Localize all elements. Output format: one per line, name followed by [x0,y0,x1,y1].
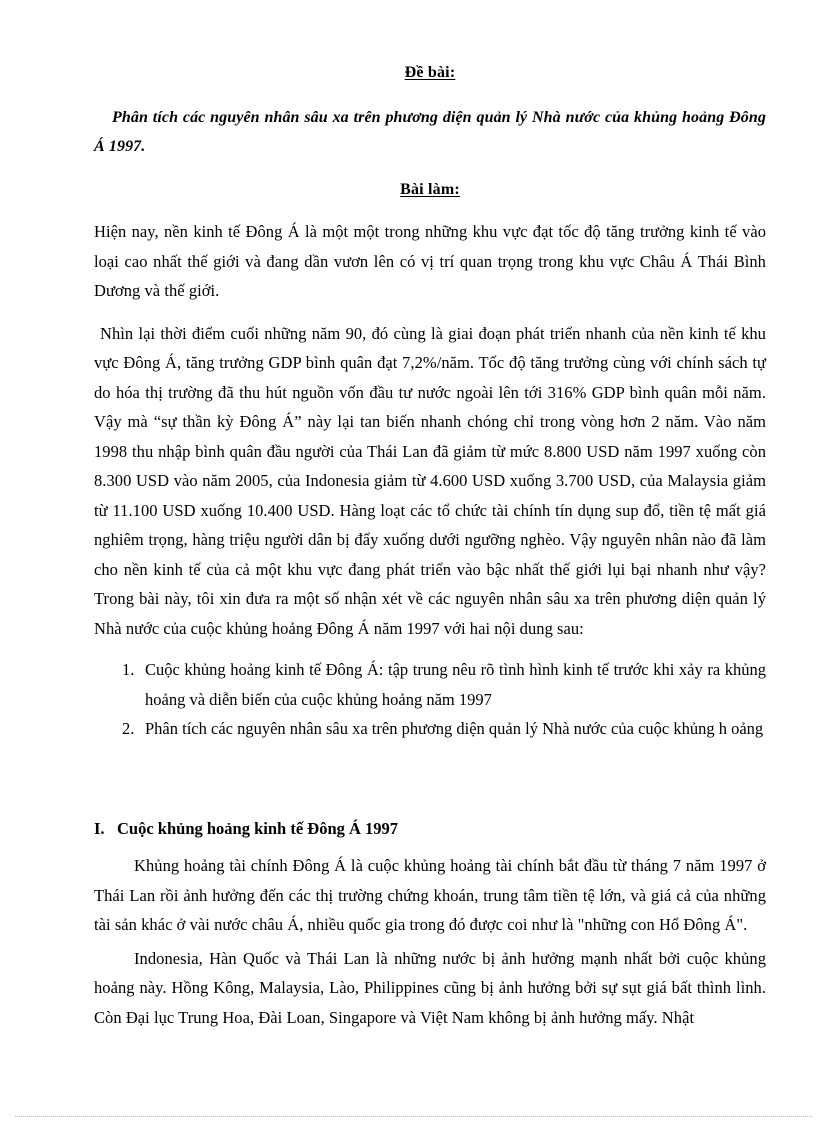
answer-heading-text: Bài làm: [400,181,460,198]
section-paragraph-2: Indonesia, Hàn Quốc và Thái Lan là những nước bị ảnh hưởng mạnh nhất bởi cuộc khủng hoảng này. Hồng Kông, Malaysia, Lào, Philippines cũng bị ảnh hưởng bởi sự sụt giá bất thình lình. Còn Đại lục Trung Hoa, Đài Loan, Singapore và Việt Nam không bị ảnh hưởng mấy. Nhật [94,948,766,1027]
answer-heading [94,175,766,204]
spacer-after-prompt-heading [94,87,766,103]
outline-list [94,655,766,744]
section-title: Cuộc khủng hoảng kinh tế Đông Á 1997 [117,818,399,838]
prompt-text: Phân tích các nguyên nhân sâu xa trên phương diện quản lý Nhà nước của khủng hoảng Đông Á 1997. [94,109,766,155]
section-heading [94,814,766,844]
section-numeral: I. [94,818,105,838]
spacer-before-section [94,744,766,814]
list-item-marker: 2. [122,719,135,738]
spacer-after-section-heading [94,843,766,851]
list-item-text: Cuộc khủng hoảng kinh tế Đông Á: tập trung nêu rõ tình hình kinh tế trước khi xảy ra khủng hoảng và diễn biến của cuộc khủng hoảng năm 1997 [145,660,766,709]
list-item-marker: 1. [122,660,135,679]
list-item [94,655,766,714]
list-item [94,714,766,744]
list-item-text: Phân tích các nguyên nhân sâu xa trên phương diện quản lý Nhà nước của cuộc khủng h oảng [145,719,764,738]
paragraph-intro: Hiện nay, nền kinh tế Đông Á là một một trong những khu vực đạt tốc độ tăng trưởng kinh tế vào loại cao nhất thế giới và đang dần vươn lên có vị trí quan trọng trong khu vực Châu Á Thái Bình Dương và thế giới. [94,222,766,300]
spacer-after-answer-heading [94,204,766,217]
prompt-heading [94,58,766,87]
spacer-before-list [94,643,766,655]
footer-divider [15,1116,812,1118]
top-spacer [94,0,766,58]
spacer-before-answer-heading [94,161,766,175]
prompt-heading-text: Đề bài: [404,64,456,81]
spacer-between-paragraphs [94,306,766,319]
paragraph-background: Nhìn lại thời điểm cuối những năm 90, đó cùng là giai đoạn phát triển nhanh của nền kinh tế khu vực Đông Á, tăng trưởng GDP bình quân đạt 7,2%/năm. Tốc độ tăng trưởng cùng với chính sách tự do hóa thị trường đã thu hút nguồn vốn đầu tư nước ngoài lên tới 316% GDP bình quân mỗi năm. Vậy mà “sự thần kỳ Đông Á” này lại tan biến nhanh chóng chỉ trong vòng hơn 2 năm. Vào năm 1998 thu nhập bình quân đầu người của Thái Lan đã giảm từ mức 8.800 USD năm 1997 xuống còn 8.300 USD vào năm 2005, của Indonesia giảm từ 4.600 USD xuống 3.700 USD, của Malaysia giảm từ 11.100 USD xuống 10.400 USD. Hàng loạt các tổ chức tài chính tín dụng sup đổ, tiền tệ mất giá nghiêm trọng, hàng triệu người dân bị đẩy xuống dưới ngưỡng nghèo. Vậy nguyên nhân nào đã làm cho nền kinh tế của cả một khu vực đang phát triển vào bậc nhất thế giới lụi bại nhanh như vậy? Trong bài này, tôi xin đưa ra một số nhận xét về các nguyên nhân sâu xa trên phương diện quản lý Nhà nước của cuộc khủng hoảng Đông Á năm 1997 với hai nội dung sau: [94,323,766,638]
document-body [94,0,766,1032]
section-paragraph-1: Khủng hoảng tài chính Đông Á là cuộc khủng hoảng tài chính bắt đầu từ tháng 7 năm 1997 ở Thái Lan rồi ảnh hưởng đến các thị trường chứng khoán, trung tâm tiền tệ lớn, và giá cả của những tài sản khác ở vài nước châu Á, nhiều quốc gia trong đó được coi như là "những con Hổ Đông Á". [94,856,766,934]
